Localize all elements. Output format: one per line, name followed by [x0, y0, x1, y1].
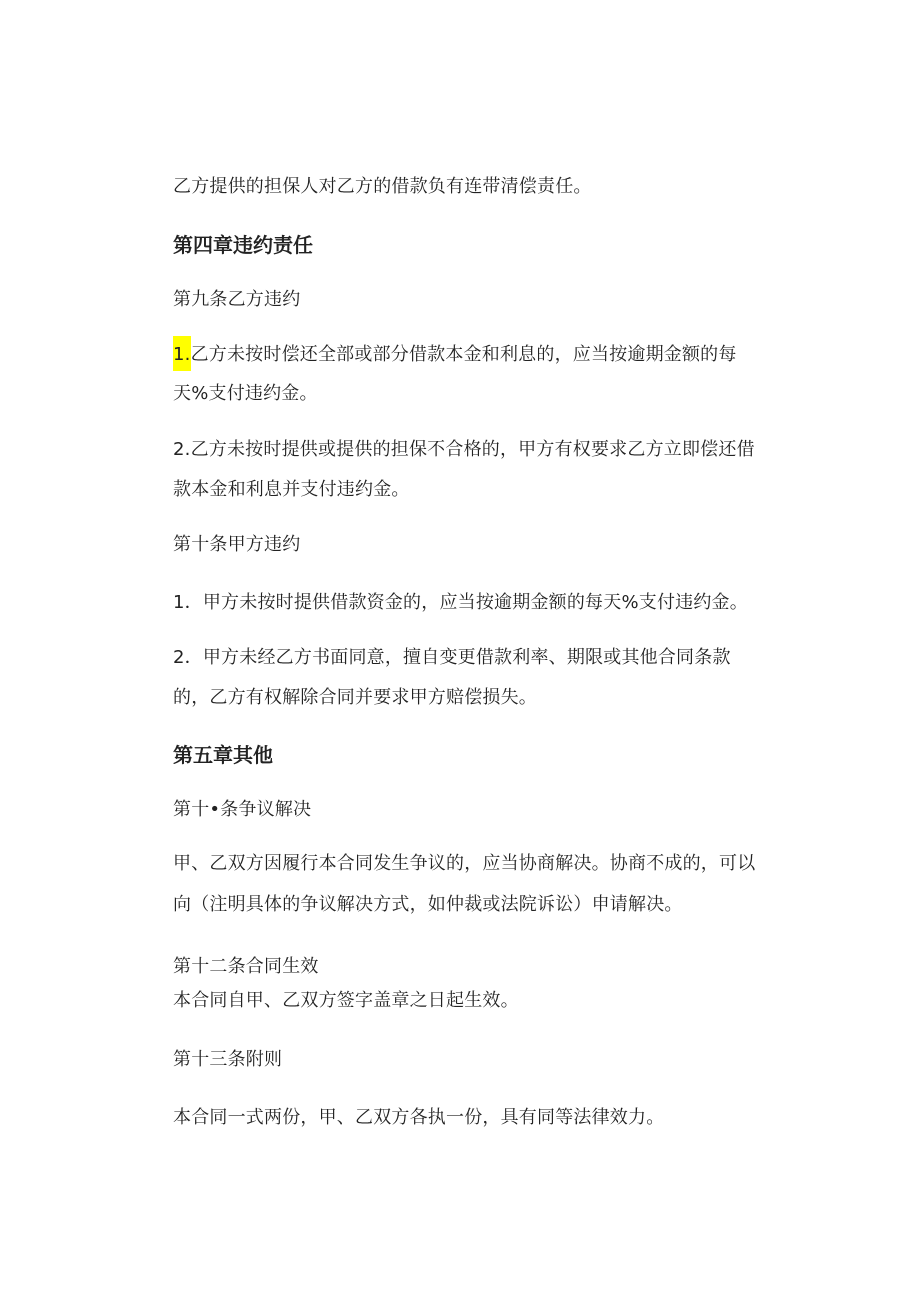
- article-ten-item-two-line1: 2．甲方未经乙方书面同意，擅自变更借款利率、期限或其他合同条款: [173, 647, 731, 668]
- article-ten-title: 第十条甲方违约: [173, 534, 301, 555]
- article-nine-item-two-line1: 2.乙方未按时提供或提供的担保不合格的，甲方有权要求乙方立即偿还借: [173, 439, 755, 460]
- article-ten-item-two-line2: 的，乙方有权解除合同并要求甲方赔偿损失。: [173, 687, 537, 708]
- article-nine-title: 第九条乙方违约: [173, 289, 301, 310]
- article-thirteen-title: 第十三条附则: [173, 1049, 283, 1070]
- chapter-five-heading: 第五章其他: [173, 743, 273, 767]
- article-nine-item-one-text: 乙方未按时偿还全部或部分借款本金和利息的，应当按逾期金额的每: [190, 344, 737, 365]
- article-nine-item-one-line1: [173, 342, 737, 368]
- article-twelve-title: 第十二条合同生效: [173, 956, 319, 977]
- article-eleven-body-line1: 甲、乙双方因履行本合同发生争议的，应当协商解决。协商不成的，可以: [173, 853, 756, 874]
- article-nine-item-one-line2: 天%支付违约金。: [173, 383, 318, 404]
- article-ten-item-one: 1．甲方未按时提供借款资金的，应当按逾期金额的每天%支付违约金。: [173, 592, 748, 613]
- article-thirteen-body: 本合同一式两份，甲、乙双方各执一份，具有同等法律效力。: [173, 1107, 665, 1128]
- article-nine-item-two-line2: 款本金和利息并支付违约金。: [173, 479, 410, 500]
- highlighted-item-number: 1.: [173, 336, 191, 371]
- article-twelve-body: 本合同自甲、乙双方签字盖章之日起生效。: [173, 990, 519, 1011]
- article-eleven-title: 第十•条争议解决: [173, 799, 312, 820]
- chapter-four-heading: 第四章违约责任: [173, 233, 313, 257]
- article-eleven-body-line2: 向（注明具体的争议解决方式，如仲裁或法院诉讼）申请解决。: [173, 894, 683, 915]
- guarantor-clause: 乙方提供的担保人对乙方的借款负有连带清偿责任。: [173, 176, 592, 197]
